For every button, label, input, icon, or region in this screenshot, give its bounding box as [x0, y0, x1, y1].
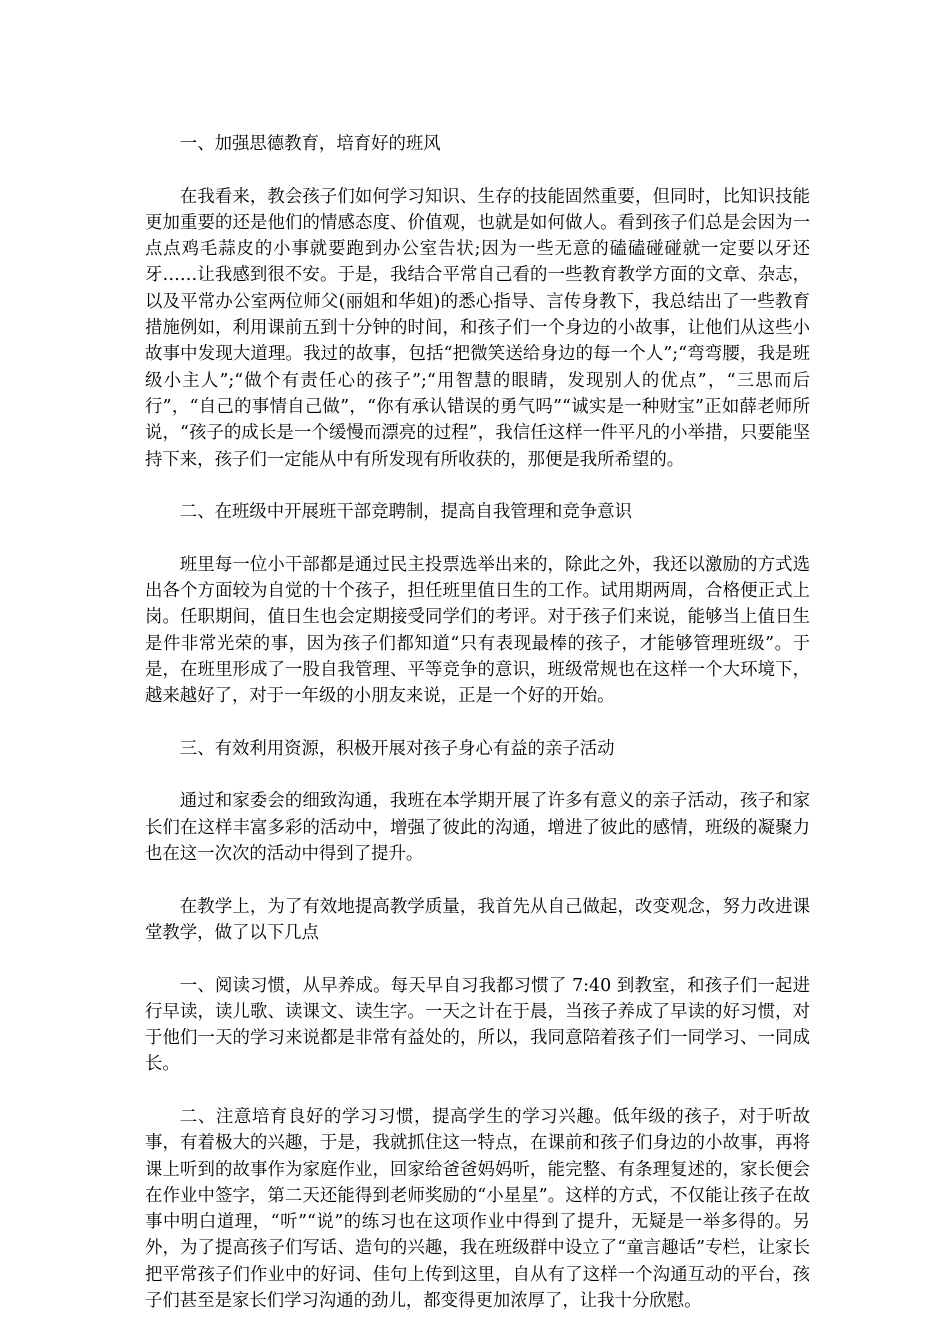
section-3-paragraph-2: 在教学上，为了有效地提高教学质量，我首先从自己做起，改变观念，努力改进课堂教学，做了以下几点 [145, 896, 810, 943]
section-heading-3: 三、有效利用资源，积极开展对孩子身心有益的亲子活动 [179, 738, 615, 759]
section-3-paragraph-4: 二、注意培育良好的学习习惯，提高学生的学习兴趣。低年级的孩子，对于听故事，有着极大的兴趣，于是，我就抓住这一特点，在课前和孩子们身边的小故事，再将课上听到的故事作为家庭作业，回家给爸爸妈妈听，能完整、有条理复述的，家长便会在作业中签字，第二天还能得到老师奖励的“小星星”。这样的方式，不仅能让孩子在故事中明白道理，“听”“说”的练习也在这项作业中得到了提升，无疑是一举多得的。另外，为了提高孩子们写话、造句的兴趣，我在班级群中设立了“童言趣话”专栏，让家长把平常孩子们作业中的好词、佳句上传到这里，自从有了这样一个沟通互动的平台，孩子们甚至是家长们学习沟通的劲儿，都变得更加浓厚了，让我十分欣慰。 [145, 1106, 810, 1312]
section-3-paragraph-3: 一、阅读习惯，从早养成。每天早自习我都习惯了 7:40 到教室，和孩子们一起进行早读，读儿歌、读课文、读生字。一天之计在于晨，当孩子养成了早读的好习惯，对于他们一天的学习来说都是非常有益处的，所以，我同意陪着孩子们一同学习、一同成长。 [145, 975, 810, 1075]
section-heading-1: 一、加强思德教育，培育好的班风 [179, 134, 441, 154]
section-heading-2: 二、在班级中开展班干部竞聘制，提高自我管理和竞争意识 [179, 502, 632, 523]
section-1-paragraph-1: 在我看来，教会孩子们如何学习知识、生存的技能固然重要，但同时，比知识技能更加重要的还是他们的情感态度、价值观，也就是如何做人。看到孩子们总是会因为一点点鸡毛蒜皮的小事就要跑到办公室告状;因为一些无意的磕磕碰碰就一定要以牙还牙……让我感到很不安。于是，我结合平常自己看的一些教育教学方面的文章、杂志，以及平常办公室两位师父(丽姐和华姐)的悉心指导、言传身教下，我总结出了一些教育措施例如，利用课前五到十分钟的时间，和孩子们一个身边的小故事，让他们从这些小故事中发现大道理。我过的故事，包括“把微笑送给身边的每一个人”;“弯弯腰，我是班级小主人”;“做个有责任心的孩子”;“用智慧的眼睛，发现别人的优点”，“三思而后行”，“自己的事情自己做”，“你有承认错误的勇气吗”“诚实是一种财宝”正如薛老师所说，“孩子的成长是一个缓慢而漂亮的过程”，我信任这样一件平凡的小举措，只要能坚持下来，孩子们一定能从中有所发现有所收获的，那便是我所希望的。 [145, 186, 810, 470]
section-3-paragraph-1: 通过和家委会的细致沟通，我班在本学期开展了许多有意义的亲子活动，孩子和家长们在这样丰富多彩的活动中，增强了彼此的沟通，增进了彼此的感情，班级的凝聚力也在这一次次的活动中得到了提升。 [145, 791, 810, 865]
document-page [145, 131, 810, 1341]
section-2-paragraph-1: 班里每一位小干部都是通过民主投票选举出来的，除此之外，我还以激励的方式选出各个方面较为自觉的十个孩子，担任班里值日生的工作。试用期两周，合格便正式上岗。任职期间，值日生也会定期接受同学们的考评。对于孩子们来说，能够当上值日生是件非常光荣的事，因为孩子们都知道“只有表现最棒的孩子，才能够管理班级”。于是，在班里形成了一股自我管理、平等竞争的意识，班级常规也在这样一个大环境下，越来越好了，对于一年级的小朋友来说，正是一个好的开始。 [145, 554, 810, 707]
